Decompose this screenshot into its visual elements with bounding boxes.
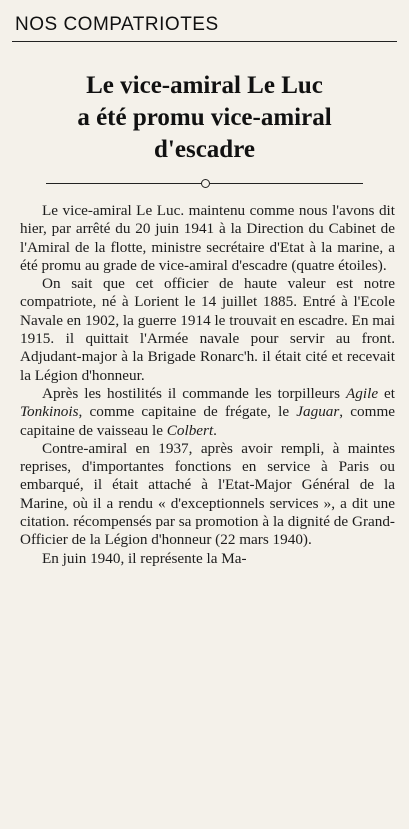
paragraph-2: On sait que cet officier de haute valeur est notre compatriote, né à Lorient le 14 juillet 1885. Entré à l'Ecole Navale en 1902, la guerre 1914 le trouvait en escadre. En mai 1915. il quittait l'Armée navale pour servir au front. Adjudant-major à la Brigade Ronarc'h. il était cité et recevait la Légion d'honneur.	[20, 275, 395, 384]
ship-name-agile: Agile	[346, 384, 379, 402]
paragraph-3	[20, 385, 395, 440]
p3-text-a: Après les hostilités il commande les torpilleurs	[42, 384, 347, 402]
headline-line-2: a été promu vice-amiral	[77, 104, 332, 131]
ship-name-tonkinois: Tonkinois	[20, 403, 79, 421]
ornament-divider	[46, 178, 363, 188]
p3-text-c: , comme capitaine de frégate, le	[78, 403, 297, 421]
ship-name-jaguar: Jaguar	[296, 403, 340, 421]
article-body	[12, 202, 397, 568]
headline-line-3: d'escadre	[154, 136, 255, 163]
p3-text-e: .	[213, 421, 217, 439]
paragraph-4: Contre-amiral en 1937, après avoir rempli, à maintes reprises, d'importantes fonctions en service à Paris ou embarqué, il était attaché à l'Etat-Major Général de la Marine, où il a rendu « d'exceptionnels services », a dit une citation. récompensés par sa promotion à la dignité de Grand-Officier de la Légion d'honneur (22 mars 1940).	[20, 439, 395, 549]
paragraph-1: Le vice-amiral Le Luc. maintenu comme nous l'avons dit hier, par arrêté du 20 juin 1941 à la Direction du Cabinet de l'Amiral de la flotte, ministre secrétaire d'Etat à la marine, a été promu au grade de vice-amiral d'escadre (quatre étoiles).	[20, 202, 395, 274]
ship-name-colbert: Colbert	[166, 421, 214, 439]
p3-text-d: , comme capitaine de vaisseau le	[20, 403, 395, 439]
section-rubric: NOS COMPATRIOTES	[15, 14, 219, 35]
headline	[12, 70, 397, 166]
paragraph-5: En juin 1940, il représente la Ma-	[42, 549, 247, 567]
rubric-rule	[12, 41, 397, 42]
p3-text-b: et	[378, 384, 395, 402]
headline-line-1: Le vice-amiral Le Luc	[86, 72, 323, 99]
divider-circle-icon	[201, 179, 210, 188]
